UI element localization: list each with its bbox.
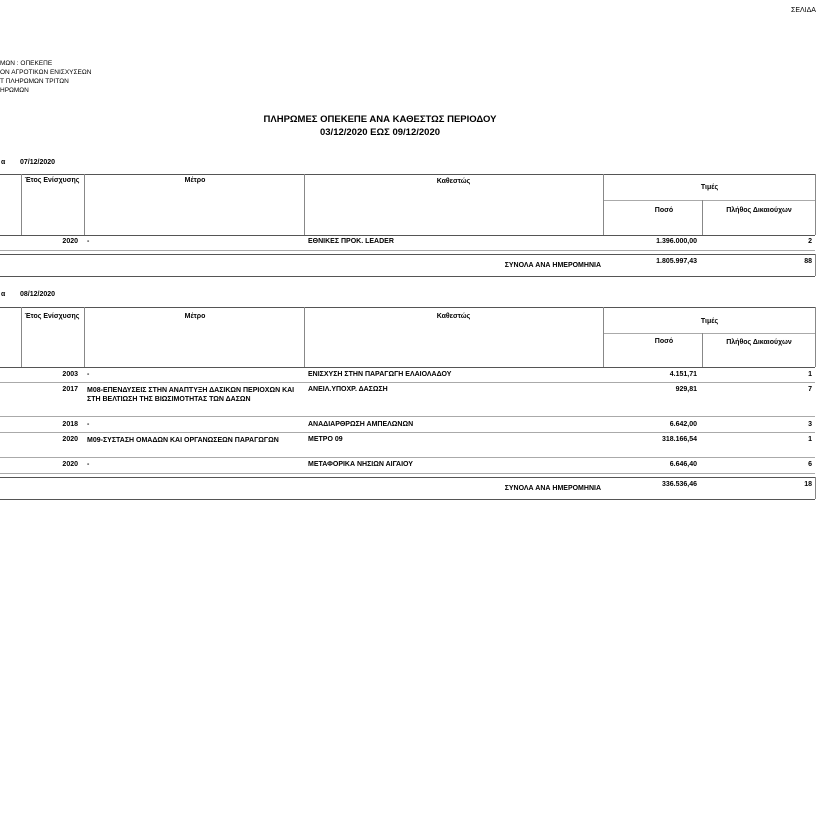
row-scheme: ΕΘΝΙΚΕΣ ΠΡΟΚ. LEADER [308, 238, 394, 245]
row-scheme: ΜΕΤΡΟ 09 [308, 436, 343, 443]
col-scheme: Καθεστώς [436, 178, 471, 185]
total-count: 88 [804, 258, 812, 265]
row-amount: 318.166,54 [661, 436, 697, 443]
row-amount: 6.642,00 [669, 421, 697, 428]
row-count: 2 [808, 238, 812, 245]
row-scheme: ΕΝΙΣΧΥΣΗ ΣΤΗΝ ΠΑΡΑΓΩΓΗ ΕΛΑΙΟΛΑΔΟΥ [308, 371, 452, 378]
section-date: 08/12/2020 [20, 291, 56, 298]
row-amount: 4.151,71 [669, 371, 697, 378]
org-line-4: ΗΡΩΜΩΝ [0, 87, 29, 94]
row-count: 1 [808, 436, 812, 443]
row-measure: Μ09-ΣΥΣΤΑΣΗ ΟΜΑΔΩΝ ΚΑΙ ΟΡΓΑΝΩΣΕΩΝ ΠΑΡΑΓΩΓΩΝ [87, 437, 279, 444]
col-beneficiaries: Πλήθος Δικαιούχων [726, 207, 792, 214]
page-label: ΣΕΛΙΔΑ [791, 7, 816, 14]
row-amount: 6.646,40 [669, 461, 697, 468]
col-scheme: Καθεστώς [436, 313, 471, 320]
org-line-3: Τ ΠΛΗΡΩΜΩΝ ΤΡΙΤΩΝ [0, 78, 69, 85]
row-count: 1 [808, 371, 812, 378]
col-year: Έτος Ενίσχυσης [24, 313, 80, 320]
col-year: Έτος Ενίσχυσης [24, 177, 80, 184]
row-count: 6 [808, 461, 812, 468]
row-amount: 1.396.000,00 [656, 238, 697, 245]
org-line-1: ΜΩΝ : ΟΠΕΚΕΠΕ [0, 60, 53, 67]
total-amount: 1.805.997,43 [656, 258, 697, 265]
row-year: 2018 [62, 421, 78, 428]
row-year: 2020 [62, 436, 78, 443]
row-measure: Μ08-ΕΠΕΝΔΥΣΕΙΣ ΣΤΗΝ ΑΝΑΠΤΥΞΗ ΔΑΣΙΚΩΝ ΠΕΡΙΟΧΩΝ ΚΑΙ ΣΤΗ ΒΕΛΤΙΩΣΗ ΤΗΣ ΒΙΩΣΙΜΟΤΗΤΑΣ ΤΩΝ ΔΑΣΩΝ [87, 387, 295, 403]
row-year: 2017 [62, 386, 78, 393]
col-amount: Ποσό [654, 338, 674, 345]
section-date: 07/12/2020 [20, 159, 56, 166]
date-prefix: α [1, 291, 6, 298]
row-year: 2020 [62, 461, 78, 468]
row-scheme: ΜΕΤΑΦΟΡΙΚΑ ΝΗΣΙΩΝ ΑΙΓΑΙΟΥ [308, 461, 413, 468]
total-label: ΣΥΝΟΛΑ ΑΝΑ ΗΜΕΡΟΜΗΝΙΑ [504, 262, 601, 269]
org-line-2: ΟΝ ΑΓΡΟΤΙΚΩΝ ΕΝΙΣΧΥΣΕΩΝ [0, 69, 92, 76]
row-measure: - [87, 238, 90, 245]
col-values: Τιμές [700, 184, 719, 191]
row-scheme: ΑΝΑΔΙΑΡΘΡΩΣΗ ΑΜΠΕΛΩΝΩΝ [308, 421, 414, 428]
col-values: Τιμές [700, 318, 719, 325]
row-count: 7 [808, 386, 812, 393]
col-measure: Μέτρο [184, 177, 206, 184]
col-amount: Ποσό [654, 207, 674, 214]
report-period: 03/12/2020 ΕΩΣ 09/12/2020 [319, 127, 441, 138]
total-label: ΣΥΝΟΛΑ ΑΝΑ ΗΜΕΡΟΜΗΝΙΑ [504, 485, 601, 492]
row-scheme: ΑΝΕΙΛ.ΥΠΟΧΡ. ΔΑΣΩΣΗ [308, 386, 388, 393]
row-year: 2020 [62, 238, 78, 245]
row-amount: 929,81 [675, 386, 697, 393]
row-measure: - [87, 461, 90, 468]
row-count: 3 [808, 421, 812, 428]
report-title: ΠΛΗΡΩΜΕΣ ΟΠΕΚΕΠΕ ΑΝΑ ΚΑΘΕΣΤΩΣ ΠΕΡΙΟΔΟΥ [263, 114, 497, 125]
row-year: 2003 [62, 371, 78, 378]
row-measure: - [87, 421, 90, 428]
row-measure: - [87, 371, 90, 378]
col-measure: Μέτρο [184, 313, 206, 320]
total-amount: 336.536,46 [661, 481, 697, 488]
date-prefix: α [1, 159, 6, 166]
col-beneficiaries: Πλήθος Δικαιούχων [726, 339, 792, 346]
total-count: 18 [804, 481, 812, 488]
